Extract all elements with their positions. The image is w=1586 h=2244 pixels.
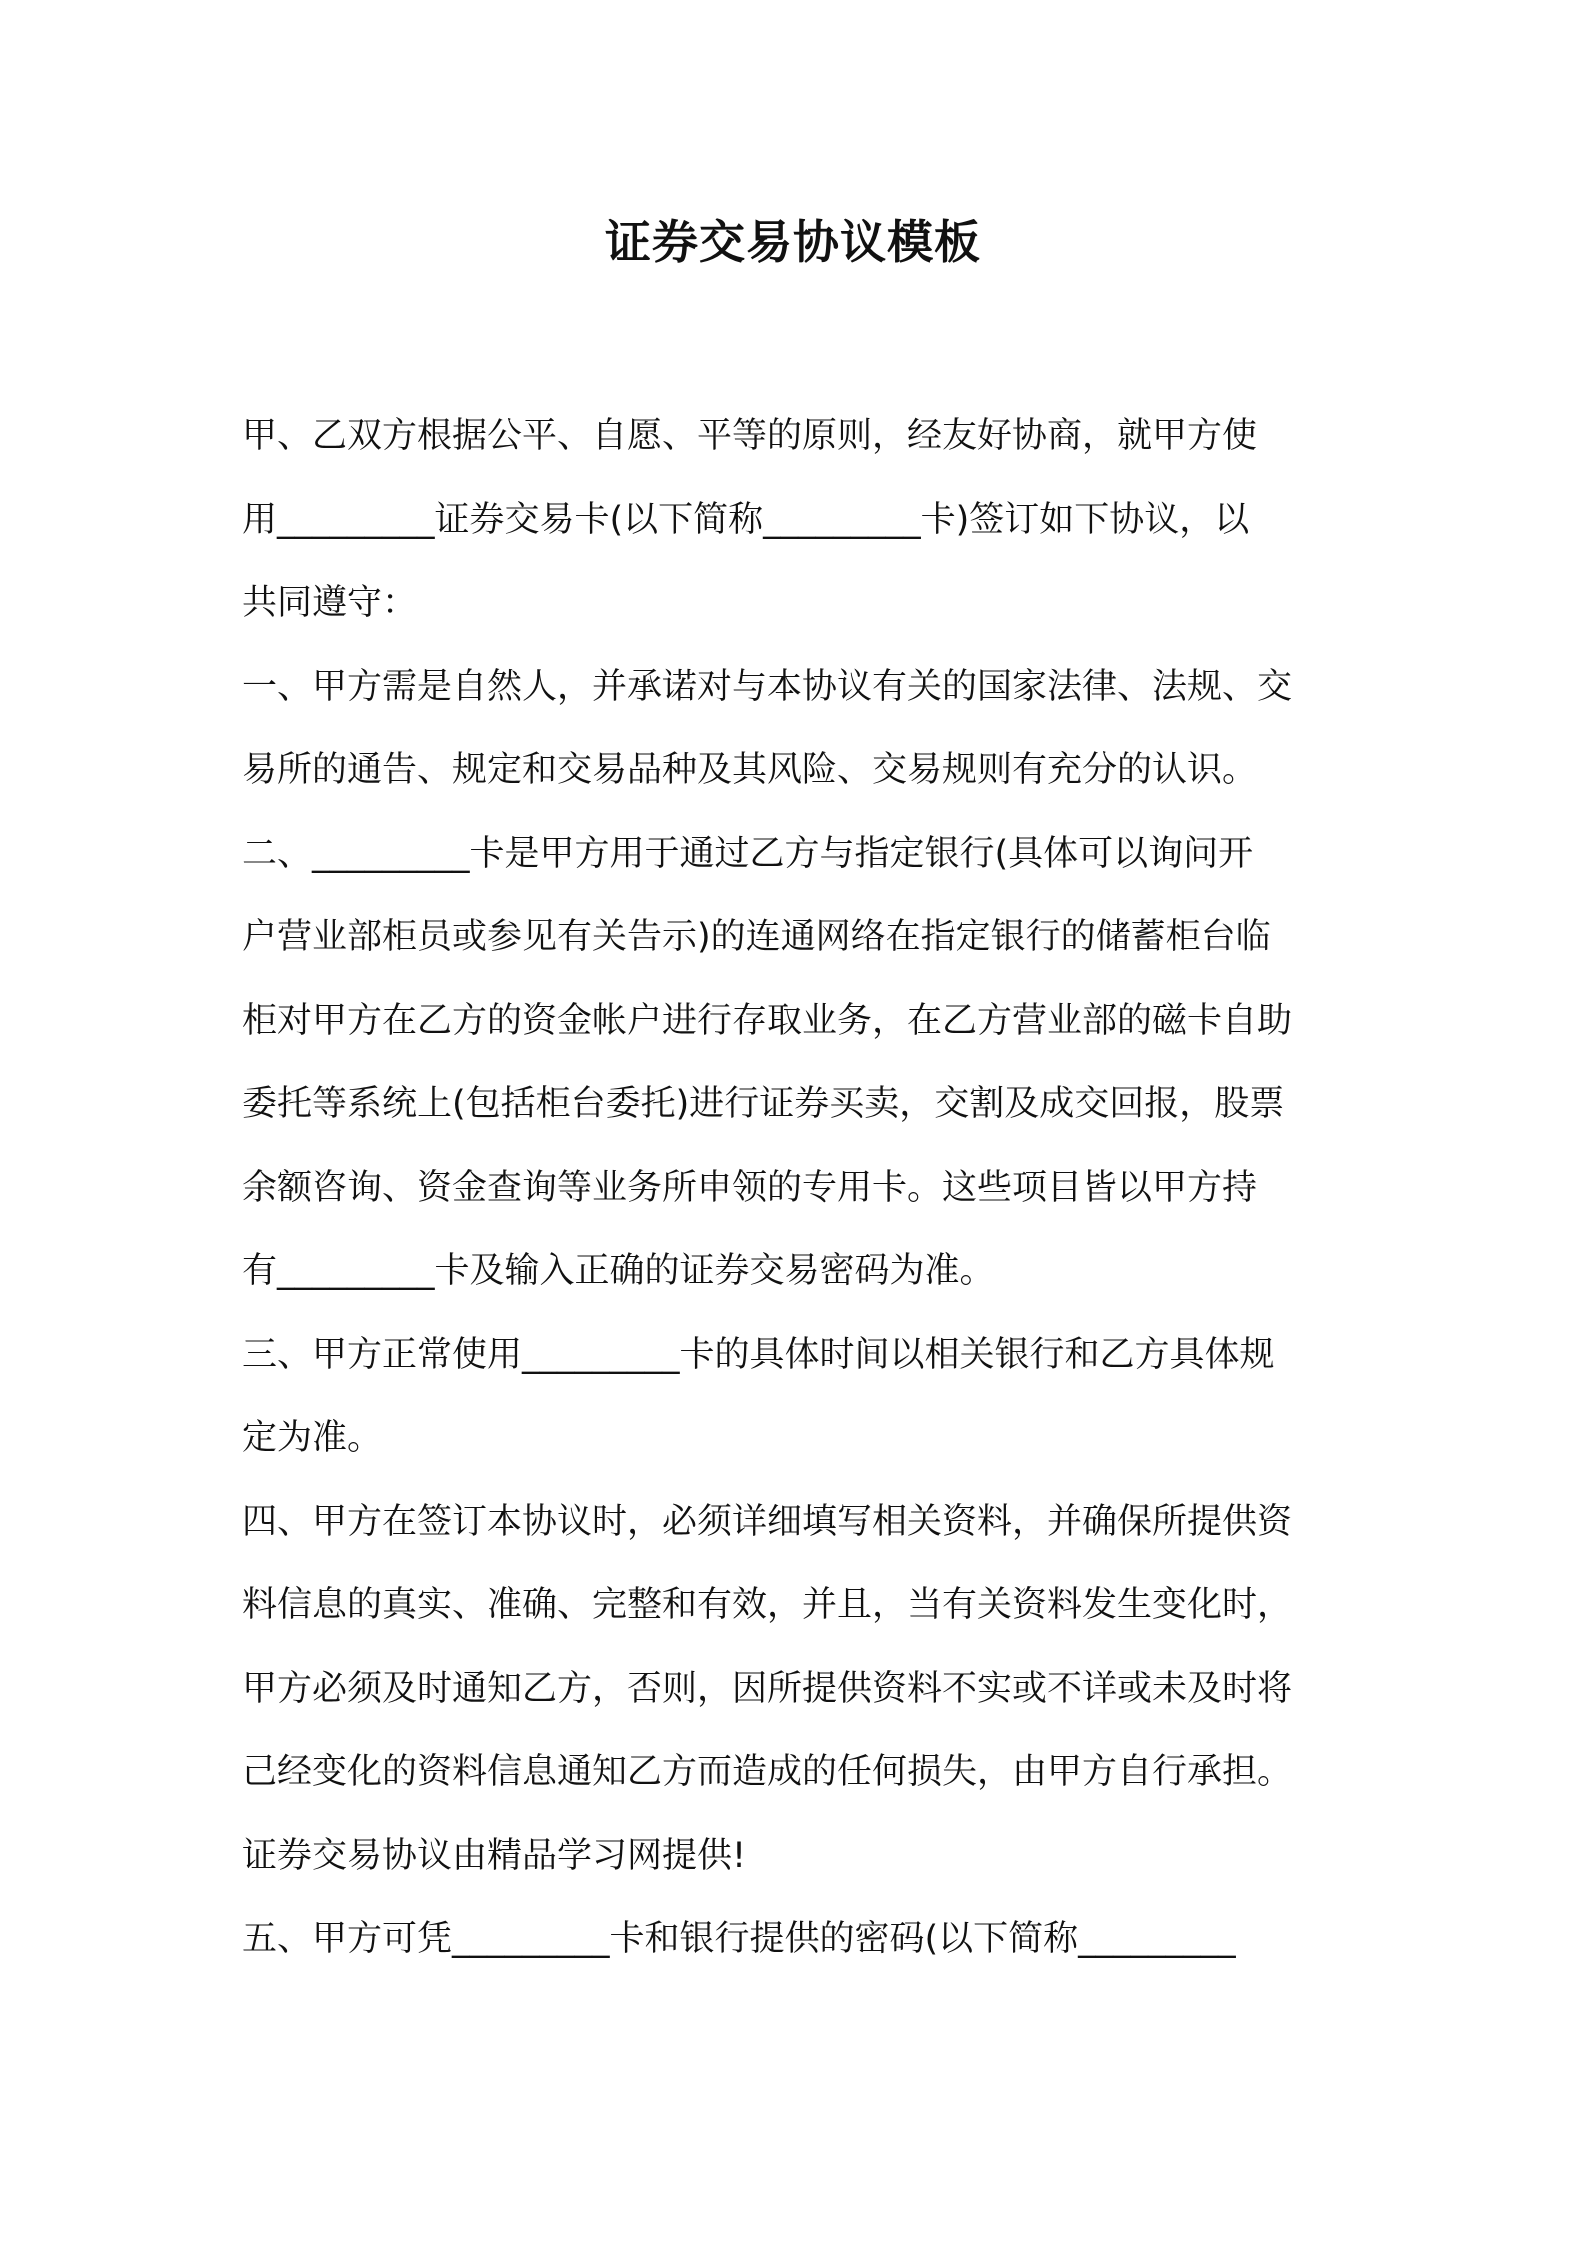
body-line: 定为准。	[242, 1418, 383, 1458]
body-line: 委托等系统上(包括柜台委托)进行证券买卖，交割及成交回报，股票	[242, 1084, 1285, 1124]
body-line: 易所的通告、规定和交易品种及其风险、交易规则有充分的认识。	[242, 750, 1258, 790]
body-line: 甲方必须及时通知乙方，否则，因所提供资料不实或不详或未及时将	[242, 1668, 1293, 1709]
body-line: 五、甲方可凭_________卡和银行提供的密码(以下简称_________	[242, 1919, 1236, 1959]
body-line: 共同遵守：	[242, 583, 418, 623]
body-line: 户营业部柜员或参见有关告示)的连通网络在指定银行的储蓄柜台临	[242, 917, 1271, 957]
body-line: 用_________证券交易卡(以下简称_________卡)签订如下协议，以	[242, 499, 1250, 540]
document-body	[242, 406, 1352, 1993]
body-line: 料信息的真实、准确、完整和有效，并且，当有关资料发生变化时，	[242, 1585, 1293, 1625]
body-line: 甲、乙双方根据公平、自愿、平等的原则，经友好协商，就甲方使	[242, 416, 1258, 456]
body-line: 二、_________卡是甲方用于通过乙方与指定银行(具体可以询问开	[242, 833, 1254, 874]
body-line: 己经变化的资料信息通知乙方而造成的任何损失，由甲方自行承担。	[242, 1752, 1293, 1792]
body-line: 余额咨询、资金查询等业务所申领的专用卡。这些项目皆以甲方持	[242, 1167, 1258, 1208]
body-line: 四、甲方在签订本协议时，必须详细填写相关资料，并确保所提供资	[242, 1501, 1293, 1542]
document-title: 证券交易协议模板	[605, 215, 981, 269]
body-line: 证券交易协议由精品学习网提供!	[242, 1835, 747, 1876]
body-line: 有_________卡及输入正确的证券交易密码为准。	[242, 1251, 995, 1291]
body-line: 一、甲方需是自然人，并承诺对与本协议有关的国家法律、法规、交	[242, 666, 1293, 707]
body-line: 三、甲方正常使用_________卡的具体时间以相关银行和乙方具体规	[242, 1334, 1275, 1375]
body-line: 柜对甲方在乙方的资金帐户进行存取业务，在乙方营业部的磁卡自助	[242, 1000, 1293, 1041]
